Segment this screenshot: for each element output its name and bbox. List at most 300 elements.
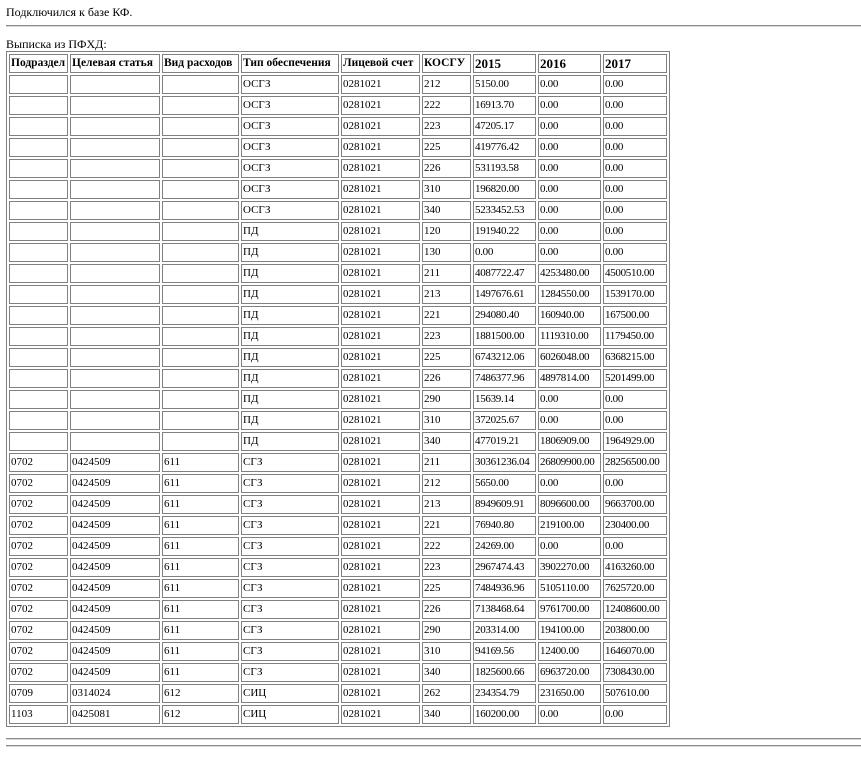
pfhd-extract-table bbox=[6, 51, 670, 727]
amount-2017-cell: 0.00 bbox=[603, 180, 667, 199]
kosgu-cell: 222 bbox=[422, 96, 471, 115]
table-row bbox=[9, 663, 667, 682]
amount-2016-cell: 219100.00 bbox=[538, 516, 601, 535]
amount-2015-cell: 196820.00 bbox=[473, 180, 536, 199]
table-row bbox=[9, 243, 667, 262]
amount-2016-cell: 6963720.00 bbox=[538, 663, 601, 682]
column-header-funding-type: Тип обеспечения bbox=[241, 54, 339, 73]
amount-2016-cell: 12400.00 bbox=[538, 642, 601, 661]
kosgu-cell: 221 bbox=[422, 306, 471, 325]
amount-2015-cell: 531193.58 bbox=[473, 159, 536, 178]
subsection-cell: 0702 bbox=[9, 537, 68, 556]
personal-account-cell: 0281021 bbox=[341, 684, 420, 703]
target-article-cell bbox=[70, 96, 160, 115]
amount-2015-cell: 477019.21 bbox=[473, 432, 536, 451]
subsection-cell bbox=[9, 222, 68, 241]
subsection-cell bbox=[9, 138, 68, 157]
amount-2015-cell: 7486377.96 bbox=[473, 369, 536, 388]
subsection-cell: 0702 bbox=[9, 558, 68, 577]
expense-type-cell bbox=[162, 138, 239, 157]
amount-2015-cell: 191940.22 bbox=[473, 222, 536, 241]
amount-2017-cell: 12408600.00 bbox=[603, 600, 667, 619]
table-row bbox=[9, 348, 667, 367]
personal-account-cell: 0281021 bbox=[341, 285, 420, 304]
amount-2015-cell: 16913.70 bbox=[473, 96, 536, 115]
amount-2016-cell: 0.00 bbox=[538, 537, 601, 556]
kosgu-cell: 222 bbox=[422, 537, 471, 556]
kosgu-cell: 221 bbox=[422, 516, 471, 535]
amount-2017-cell: 0.00 bbox=[603, 75, 667, 94]
amount-2016-cell: 1119310.00 bbox=[538, 327, 601, 346]
expense-type-cell bbox=[162, 75, 239, 94]
amount-2017-cell: 1964929.00 bbox=[603, 432, 667, 451]
personal-account-cell: 0281021 bbox=[341, 453, 420, 472]
expense-type-cell bbox=[162, 96, 239, 115]
amount-2017-cell: 9663700.00 bbox=[603, 495, 667, 514]
subsection-cell bbox=[9, 96, 68, 115]
amount-2017-cell: 0.00 bbox=[603, 159, 667, 178]
amount-2015-cell: 203314.00 bbox=[473, 621, 536, 640]
kosgu-cell: 225 bbox=[422, 138, 471, 157]
subsection-cell: 0702 bbox=[9, 516, 68, 535]
funding-type-cell: ОСГЗ bbox=[241, 75, 339, 94]
personal-account-cell: 0281021 bbox=[341, 579, 420, 598]
subsection-cell bbox=[9, 285, 68, 304]
subsection-cell bbox=[9, 327, 68, 346]
kosgu-cell: 211 bbox=[422, 264, 471, 283]
subsection-cell bbox=[9, 180, 68, 199]
amount-2017-cell: 6368215.00 bbox=[603, 348, 667, 367]
expense-type-cell bbox=[162, 180, 239, 199]
target-article-cell bbox=[70, 411, 160, 430]
funding-type-cell: СИЦ bbox=[241, 684, 339, 703]
funding-type-cell: ПД bbox=[241, 243, 339, 262]
target-article-cell bbox=[70, 285, 160, 304]
expense-type-cell: 611 bbox=[162, 495, 239, 514]
subsection-cell bbox=[9, 369, 68, 388]
personal-account-cell: 0281021 bbox=[341, 432, 420, 451]
personal-account-cell: 0281021 bbox=[341, 348, 420, 367]
amount-2017-cell: 0.00 bbox=[603, 705, 667, 724]
column-header-personal-account: Лицевой счет bbox=[341, 54, 420, 73]
table-row bbox=[9, 159, 667, 178]
expense-type-cell: 612 bbox=[162, 705, 239, 724]
table-row bbox=[9, 201, 667, 220]
subsection-cell bbox=[9, 117, 68, 136]
target-article-cell bbox=[70, 390, 160, 409]
personal-account-cell: 0281021 bbox=[341, 327, 420, 346]
target-article-cell bbox=[70, 348, 160, 367]
column-header-2017: 2017 bbox=[603, 54, 667, 73]
amount-2017-cell: 203800.00 bbox=[603, 621, 667, 640]
amount-2017-cell: 7625720.00 bbox=[603, 579, 667, 598]
table-row bbox=[9, 264, 667, 283]
expense-type-cell bbox=[162, 243, 239, 262]
amount-2017-cell: 0.00 bbox=[603, 117, 667, 136]
amount-2016-cell: 0.00 bbox=[538, 159, 601, 178]
kosgu-cell: 226 bbox=[422, 159, 471, 178]
table-row bbox=[9, 558, 667, 577]
amount-2016-cell: 0.00 bbox=[538, 390, 601, 409]
personal-account-cell: 0281021 bbox=[341, 159, 420, 178]
amount-2017-cell: 230400.00 bbox=[603, 516, 667, 535]
amount-2016-cell: 0.00 bbox=[538, 411, 601, 430]
subsection-cell: 0702 bbox=[9, 663, 68, 682]
amount-2015-cell: 294080.40 bbox=[473, 306, 536, 325]
personal-account-cell: 0281021 bbox=[341, 117, 420, 136]
amount-2016-cell: 0.00 bbox=[538, 180, 601, 199]
amount-2015-cell: 7138468.64 bbox=[473, 600, 536, 619]
amount-2015-cell: 0.00 bbox=[473, 243, 536, 262]
subsection-cell: 0702 bbox=[9, 495, 68, 514]
expense-type-cell bbox=[162, 348, 239, 367]
subsection-cell: 0702 bbox=[9, 642, 68, 661]
funding-type-cell: ОСГЗ bbox=[241, 180, 339, 199]
subsection-cell bbox=[9, 264, 68, 283]
amount-2017-cell: 5201499.00 bbox=[603, 369, 667, 388]
funding-type-cell: ПД bbox=[241, 432, 339, 451]
amount-2015-cell: 160200.00 bbox=[473, 705, 536, 724]
target-article-cell bbox=[70, 306, 160, 325]
amount-2016-cell: 26809900.00 bbox=[538, 453, 601, 472]
amount-2016-cell: 0.00 bbox=[538, 75, 601, 94]
personal-account-cell: 0281021 bbox=[341, 411, 420, 430]
kosgu-cell: 226 bbox=[422, 600, 471, 619]
kosgu-cell: 120 bbox=[422, 222, 471, 241]
funding-type-cell: СГЗ bbox=[241, 495, 339, 514]
amount-2016-cell: 0.00 bbox=[538, 96, 601, 115]
amount-2015-cell: 7484936.96 bbox=[473, 579, 536, 598]
connection-status-message: Подключился к базе КФ. bbox=[6, 5, 133, 19]
column-header-2015: 2015 bbox=[473, 54, 536, 73]
table-row bbox=[9, 684, 667, 703]
expense-type-cell: 611 bbox=[162, 621, 239, 640]
subsection-cell bbox=[9, 348, 68, 367]
target-article-cell: 0424509 bbox=[70, 621, 160, 640]
amount-2015-cell: 419776.42 bbox=[473, 138, 536, 157]
subsection-cell bbox=[9, 243, 68, 262]
table-row bbox=[9, 306, 667, 325]
target-article-cell bbox=[70, 369, 160, 388]
amount-2017-cell: 0.00 bbox=[603, 96, 667, 115]
amount-2017-cell: 0.00 bbox=[603, 201, 667, 220]
funding-type-cell: ОСГЗ bbox=[241, 117, 339, 136]
personal-account-cell: 0281021 bbox=[341, 558, 420, 577]
personal-account-cell: 0281021 bbox=[341, 705, 420, 724]
table-row bbox=[9, 75, 667, 94]
expense-type-cell: 611 bbox=[162, 516, 239, 535]
target-article-cell: 0424509 bbox=[70, 642, 160, 661]
kosgu-cell: 310 bbox=[422, 411, 471, 430]
expense-type-cell: 611 bbox=[162, 474, 239, 493]
expense-type-cell: 611 bbox=[162, 453, 239, 472]
personal-account-cell: 0281021 bbox=[341, 621, 420, 640]
amount-2015-cell: 2967474.43 bbox=[473, 558, 536, 577]
amount-2015-cell: 1825600.66 bbox=[473, 663, 536, 682]
personal-account-cell: 0281021 bbox=[341, 96, 420, 115]
amount-2016-cell: 4897814.00 bbox=[538, 369, 601, 388]
funding-type-cell: ОСГЗ bbox=[241, 138, 339, 157]
amount-2016-cell: 160940.00 bbox=[538, 306, 601, 325]
amount-2016-cell: 6026048.00 bbox=[538, 348, 601, 367]
subsection-cell: 0702 bbox=[9, 621, 68, 640]
kosgu-cell: 130 bbox=[422, 243, 471, 262]
funding-type-cell: ПД bbox=[241, 348, 339, 367]
funding-type-cell: СГЗ bbox=[241, 474, 339, 493]
target-article-cell: 0424509 bbox=[70, 579, 160, 598]
table-row bbox=[9, 474, 667, 493]
personal-account-cell: 0281021 bbox=[341, 537, 420, 556]
personal-account-cell: 0281021 bbox=[341, 663, 420, 682]
amount-2017-cell: 0.00 bbox=[603, 411, 667, 430]
amount-2015-cell: 372025.67 bbox=[473, 411, 536, 430]
expense-type-cell bbox=[162, 159, 239, 178]
table-row bbox=[9, 621, 667, 640]
divider-footer bbox=[6, 745, 861, 747]
expense-type-cell bbox=[162, 306, 239, 325]
table-row bbox=[9, 579, 667, 598]
kosgu-cell: 340 bbox=[422, 432, 471, 451]
expense-type-cell bbox=[162, 390, 239, 409]
amount-2015-cell: 8949609.91 bbox=[473, 495, 536, 514]
kosgu-cell: 340 bbox=[422, 705, 471, 724]
amount-2016-cell: 4253480.00 bbox=[538, 264, 601, 283]
personal-account-cell: 0281021 bbox=[341, 369, 420, 388]
target-article-cell: 0424509 bbox=[70, 516, 160, 535]
table-row bbox=[9, 495, 667, 514]
kosgu-cell: 262 bbox=[422, 684, 471, 703]
funding-type-cell: ОСГЗ bbox=[241, 159, 339, 178]
kosgu-cell: 225 bbox=[422, 348, 471, 367]
amount-2015-cell: 76940.80 bbox=[473, 516, 536, 535]
amount-2017-cell: 0.00 bbox=[603, 390, 667, 409]
amount-2015-cell: 24269.00 bbox=[473, 537, 536, 556]
amount-2016-cell: 1284550.00 bbox=[538, 285, 601, 304]
column-header-target-article: Целевая статья bbox=[70, 54, 160, 73]
kosgu-cell: 213 bbox=[422, 495, 471, 514]
personal-account-cell: 0281021 bbox=[341, 222, 420, 241]
funding-type-cell: СГЗ bbox=[241, 579, 339, 598]
table-row bbox=[9, 327, 667, 346]
amount-2016-cell: 9761700.00 bbox=[538, 600, 601, 619]
amount-2016-cell: 0.00 bbox=[538, 705, 601, 724]
kosgu-cell: 223 bbox=[422, 327, 471, 346]
amount-2017-cell: 1539170.00 bbox=[603, 285, 667, 304]
funding-type-cell: ПД bbox=[241, 390, 339, 409]
divider-bottom bbox=[6, 738, 861, 740]
personal-account-cell: 0281021 bbox=[341, 390, 420, 409]
column-header-subsection: Подраздел bbox=[9, 54, 68, 73]
target-article-cell: 0424509 bbox=[70, 600, 160, 619]
target-article-cell bbox=[70, 180, 160, 199]
expense-type-cell: 611 bbox=[162, 663, 239, 682]
table-row bbox=[9, 369, 667, 388]
funding-type-cell: ПД bbox=[241, 285, 339, 304]
personal-account-cell: 0281021 bbox=[341, 516, 420, 535]
target-article-cell: 0314024 bbox=[70, 684, 160, 703]
kosgu-cell: 310 bbox=[422, 642, 471, 661]
target-article-cell bbox=[70, 159, 160, 178]
subsection-cell bbox=[9, 306, 68, 325]
subsection-cell: 0702 bbox=[9, 579, 68, 598]
subsection-cell: 1103 bbox=[9, 705, 68, 724]
amount-2016-cell: 0.00 bbox=[538, 201, 601, 220]
amount-2016-cell: 3902270.00 bbox=[538, 558, 601, 577]
subsection-cell bbox=[9, 75, 68, 94]
table-row bbox=[9, 285, 667, 304]
funding-type-cell: ПД bbox=[241, 222, 339, 241]
target-article-cell bbox=[70, 264, 160, 283]
kosgu-cell: 340 bbox=[422, 201, 471, 220]
personal-account-cell: 0281021 bbox=[341, 264, 420, 283]
amount-2016-cell: 0.00 bbox=[538, 222, 601, 241]
expense-type-cell bbox=[162, 117, 239, 136]
kosgu-cell: 212 bbox=[422, 75, 471, 94]
target-article-cell: 0424509 bbox=[70, 537, 160, 556]
expense-type-cell bbox=[162, 327, 239, 346]
target-article-cell bbox=[70, 222, 160, 241]
expense-type-cell bbox=[162, 222, 239, 241]
table-row bbox=[9, 390, 667, 409]
amount-2016-cell: 1806909.00 bbox=[538, 432, 601, 451]
funding-type-cell: СГЗ bbox=[241, 600, 339, 619]
extract-caption: Выписка из ПФХД: bbox=[6, 37, 107, 51]
table-row bbox=[9, 516, 667, 535]
funding-type-cell: ОСГЗ bbox=[241, 201, 339, 220]
amount-2016-cell: 0.00 bbox=[538, 138, 601, 157]
target-article-cell bbox=[70, 432, 160, 451]
table-row bbox=[9, 222, 667, 241]
amount-2015-cell: 94169.56 bbox=[473, 642, 536, 661]
personal-account-cell: 0281021 bbox=[341, 600, 420, 619]
amount-2015-cell: 47205.17 bbox=[473, 117, 536, 136]
funding-type-cell: ПД bbox=[241, 264, 339, 283]
expense-type-cell: 612 bbox=[162, 684, 239, 703]
kosgu-cell: 310 bbox=[422, 180, 471, 199]
expense-type-cell bbox=[162, 432, 239, 451]
target-article-cell bbox=[70, 243, 160, 262]
kosgu-cell: 223 bbox=[422, 117, 471, 136]
amount-2016-cell: 0.00 bbox=[538, 117, 601, 136]
amount-2017-cell: 507610.00 bbox=[603, 684, 667, 703]
target-article-cell: 0424509 bbox=[70, 474, 160, 493]
expense-type-cell: 611 bbox=[162, 600, 239, 619]
subsection-cell: 0709 bbox=[9, 684, 68, 703]
funding-type-cell: ПД bbox=[241, 327, 339, 346]
amount-2017-cell: 4500510.00 bbox=[603, 264, 667, 283]
table-row bbox=[9, 117, 667, 136]
personal-account-cell: 0281021 bbox=[341, 180, 420, 199]
amount-2015-cell: 15639.14 bbox=[473, 390, 536, 409]
expense-type-cell: 611 bbox=[162, 537, 239, 556]
table-row bbox=[9, 453, 667, 472]
subsection-cell bbox=[9, 201, 68, 220]
amount-2015-cell: 5650.00 bbox=[473, 474, 536, 493]
amount-2015-cell: 6743212.06 bbox=[473, 348, 536, 367]
funding-type-cell: СИЦ bbox=[241, 705, 339, 724]
amount-2016-cell: 0.00 bbox=[538, 474, 601, 493]
amount-2015-cell: 5233452.53 bbox=[473, 201, 536, 220]
expense-type-cell: 611 bbox=[162, 579, 239, 598]
subsection-cell: 0702 bbox=[9, 474, 68, 493]
personal-account-cell: 0281021 bbox=[341, 75, 420, 94]
target-article-cell: 0424509 bbox=[70, 495, 160, 514]
table-row bbox=[9, 96, 667, 115]
kosgu-cell: 290 bbox=[422, 621, 471, 640]
amount-2017-cell: 1179450.00 bbox=[603, 327, 667, 346]
kosgu-cell: 212 bbox=[422, 474, 471, 493]
target-article-cell: 0425081 bbox=[70, 705, 160, 724]
target-article-cell: 0424509 bbox=[70, 453, 160, 472]
amount-2017-cell: 0.00 bbox=[603, 474, 667, 493]
table-row bbox=[9, 138, 667, 157]
funding-type-cell: СГЗ bbox=[241, 453, 339, 472]
target-article-cell bbox=[70, 138, 160, 157]
funding-type-cell: СГЗ bbox=[241, 642, 339, 661]
amount-2015-cell: 1497676.61 bbox=[473, 285, 536, 304]
column-header-kosgu: КОСГУ bbox=[422, 54, 471, 73]
table-row bbox=[9, 180, 667, 199]
kosgu-cell: 213 bbox=[422, 285, 471, 304]
funding-type-cell: СГЗ bbox=[241, 558, 339, 577]
table-row bbox=[9, 705, 667, 724]
subsection-cell bbox=[9, 159, 68, 178]
expense-type-cell bbox=[162, 264, 239, 283]
amount-2017-cell: 167500.00 bbox=[603, 306, 667, 325]
target-article-cell bbox=[70, 75, 160, 94]
kosgu-cell: 340 bbox=[422, 663, 471, 682]
expense-type-cell: 611 bbox=[162, 642, 239, 661]
personal-account-cell: 0281021 bbox=[341, 201, 420, 220]
personal-account-cell: 0281021 bbox=[341, 474, 420, 493]
amount-2016-cell: 8096600.00 bbox=[538, 495, 601, 514]
funding-type-cell: СГЗ bbox=[241, 516, 339, 535]
amount-2017-cell: 7308430.00 bbox=[603, 663, 667, 682]
personal-account-cell: 0281021 bbox=[341, 642, 420, 661]
amount-2016-cell: 0.00 bbox=[538, 243, 601, 262]
target-article-cell bbox=[70, 117, 160, 136]
funding-type-cell: СГЗ bbox=[241, 663, 339, 682]
divider-top bbox=[6, 25, 861, 27]
table-row bbox=[9, 642, 667, 661]
funding-type-cell: ОСГЗ bbox=[241, 96, 339, 115]
amount-2015-cell: 4087722.47 bbox=[473, 264, 536, 283]
amount-2015-cell: 1881500.00 bbox=[473, 327, 536, 346]
amount-2017-cell: 28256500.00 bbox=[603, 453, 667, 472]
amount-2017-cell: 0.00 bbox=[603, 222, 667, 241]
personal-account-cell: 0281021 bbox=[341, 243, 420, 262]
table-row bbox=[9, 432, 667, 451]
funding-type-cell: СГЗ bbox=[241, 621, 339, 640]
table-body bbox=[9, 75, 667, 724]
kosgu-cell: 226 bbox=[422, 369, 471, 388]
subsection-cell: 0702 bbox=[9, 453, 68, 472]
amount-2016-cell: 231650.00 bbox=[538, 684, 601, 703]
target-article-cell: 0424509 bbox=[70, 663, 160, 682]
target-article-cell: 0424509 bbox=[70, 558, 160, 577]
funding-type-cell: ПД bbox=[241, 306, 339, 325]
amount-2017-cell: 1646070.00 bbox=[603, 642, 667, 661]
table-row bbox=[9, 600, 667, 619]
amount-2015-cell: 234354.79 bbox=[473, 684, 536, 703]
kosgu-cell: 290 bbox=[422, 390, 471, 409]
amount-2017-cell: 4163260.00 bbox=[603, 558, 667, 577]
expense-type-cell bbox=[162, 285, 239, 304]
target-article-cell bbox=[70, 201, 160, 220]
kosgu-cell: 225 bbox=[422, 579, 471, 598]
funding-type-cell: ПД bbox=[241, 411, 339, 430]
expense-type-cell bbox=[162, 411, 239, 430]
